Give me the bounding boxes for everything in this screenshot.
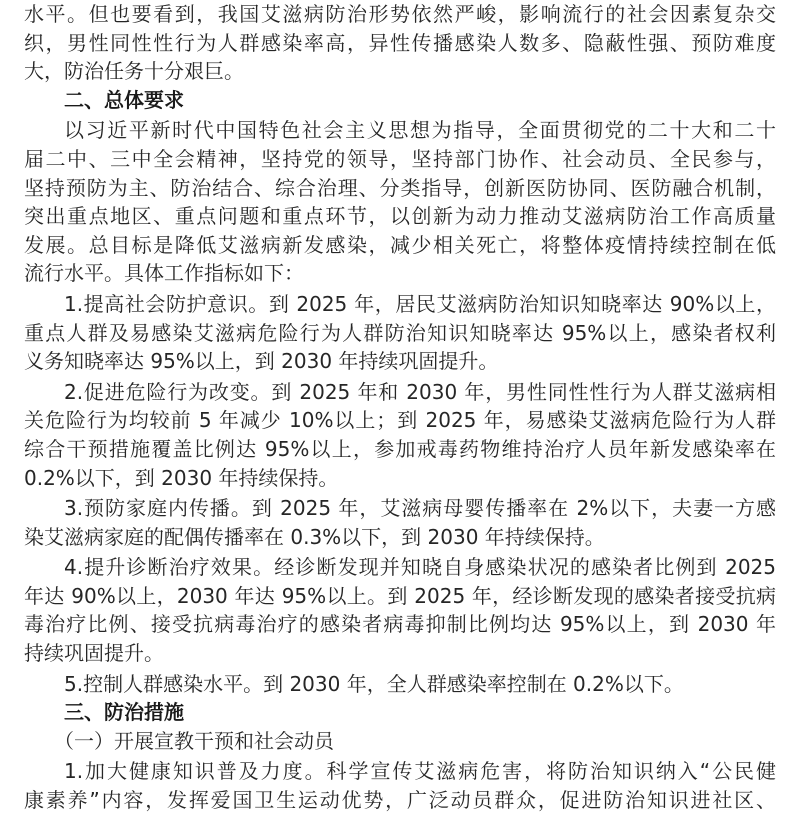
- text-line: 坚持预防为主、防治结合、综合治理、分类指导，创新医防协同、医防融合机制，: [24, 175, 776, 200]
- text-line: 2.促进危险行为改变。到 2025 年和 2030 年，男性同性性行为人群艾滋病相: [64, 379, 776, 404]
- text-line: 关危险行为均较前 5 年减少 10%以上；到 2025 年，易感染艾滋病危险行为人群: [24, 408, 776, 433]
- document-page: [24, 0, 776, 815]
- section-heading: [24, 86, 776, 115]
- text-line: 1.提高社会防护意识。到 2025 年，居民艾滋病防治知识知晓率达 90%以上，: [64, 291, 776, 316]
- text-line: 大，防治任务十分艰巨。: [24, 59, 244, 84]
- text-line: 4.提升诊断治疗效果。经诊断发现并知晓自身感染状况的感染者比例到 2025: [64, 555, 776, 580]
- text-line: 水平。但也要看到，我国艾滋病防治形势依然严峻，影响流行的社会因素复杂交: [24, 2, 776, 26]
- text-line: 1.加大健康知识普及力度。科学宣传艾滋病危害，将防治知识纳入“公民健: [64, 759, 776, 784]
- text-line: 染艾滋病家庭的配偶传播率在 0.3%以下，到 2030 年持续保持。: [24, 524, 605, 549]
- subsection-heading: [24, 727, 776, 756]
- text-line: 突出重点地区、重点问题和重点环节，以创新为动力推动艾滋病防治工作高质量: [24, 204, 776, 229]
- text-line: 织，男性同性性行为人群感染率高，异性传播感染人数多、隐蔽性强、预防难度: [24, 30, 776, 55]
- text-line: 康素养”内容，发挥爱国卫生运动优势，广泛动员群众，促进防治知识进社区、: [24, 788, 776, 813]
- paragraph: [24, 553, 776, 667]
- text-line: 5.控制人群感染水平。到 2030 年，全人群感染率控制在 0.2%以下。: [64, 671, 684, 696]
- text-line: 流行水平。具体工作指标如下：: [24, 261, 304, 286]
- text-line: 发展。总目标是降低艾滋病新发感染，减少相关死亡，将整体疫情持续控制在低: [24, 232, 776, 257]
- text-line: 3.预防家庭内传播。到 2025 年，艾滋病母婴传播率在 2%以下，夫妻一方感: [64, 496, 776, 521]
- text-line: 二、总体要求: [64, 87, 184, 112]
- text-line: （一）开展宣教干预和社会动员: [54, 728, 334, 753]
- text-line: 以习近平新时代中国特色社会主义思想为指导，全面贯彻党的二十大和二十: [64, 118, 776, 143]
- text-line: 综合干预措施覆盖比例达 95%以上，参加戒毒药物维持治疗人员年新发感染率在: [24, 436, 776, 461]
- paragraph: [24, 757, 776, 814]
- paragraph: [24, 0, 776, 86]
- text-line: 持续巩固提升。: [24, 641, 164, 666]
- text-line: 重点人群及易感染艾滋病危险行为人群防治知识知晓率达 95%以上，感染者权利: [24, 320, 776, 345]
- text-line: 届二中、三中全会精神，坚持党的领导，坚持部门协作、社会动员、全民参与，: [24, 146, 776, 171]
- paragraph: [24, 290, 776, 376]
- paragraph: [24, 116, 776, 288]
- paragraph: [24, 670, 776, 699]
- text-line: 0.2%以下，到 2030 年持续保持。: [24, 465, 339, 490]
- section-heading: [24, 698, 776, 727]
- text-line: 义务知晓率达 95%以上，到 2030 年持续巩固提升。: [24, 349, 499, 374]
- text-line: 三、防治措施: [64, 700, 184, 725]
- paragraph: [24, 378, 776, 492]
- text-line: 年达 90%以上，2030 年达 95%以上。到 2025 年，经诊断发现的感染者接受抗病: [24, 583, 776, 608]
- paragraph: [24, 494, 776, 551]
- text-line: 毒治疗比例、接受抗病毒治疗的感染者病毒抑制比例均达 95%以上，到 2030 年: [24, 612, 776, 637]
